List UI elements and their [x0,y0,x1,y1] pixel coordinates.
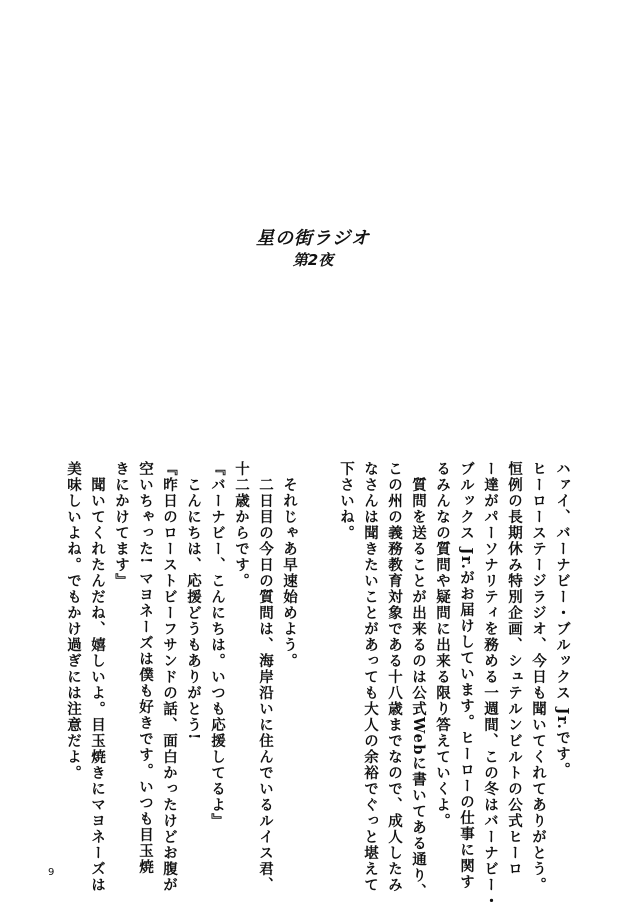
text-line: ブルックス Jr.がお届けしています。ヒーローの仕事に関す [458,461,475,891]
text-line: 空いちゃった! マヨネーズは僕も好きです。いつも目玉焼 [137,461,154,876]
page-number: 9 [48,867,55,878]
text-line: 十二歳からです。 [233,461,250,589]
text-line: ハァイ、バーナビー・ブルックス Jr.です。 [554,461,571,779]
text-line: 二日目の今日の質問は、海岸沿いに住んでいるルイス君、 [257,461,274,893]
text-line: 『バーナビー、こんにちは。いつも応援してるよ』 [209,461,226,829]
text-line: るみんなの質問や疑問に出来る限り答えていくよ。 [434,461,451,829]
text-line: 『昨日のローストビーフサンドの話、面白かったけどお腹が [161,461,178,893]
text-line: きにかけてます』 [113,461,130,589]
text-line: 聞いてくれたんだね、嬉しいよ。目玉焼きにマヨネーズは [89,461,106,893]
text-line: 下さいね。 [338,461,355,541]
text-line: 恒例の長期休み特別企画、シュテルンビルトの公式ヒーロ [506,461,523,877]
text-line: この州の義務教育対象である十八歳までなので、成人したみ [386,461,403,893]
text-line: なさんは聞きたいことがあっても大人の余裕でぐっと堪えて [362,461,379,893]
text-line: それじゃあ早速始めよう。 [281,461,298,669]
chapter-subtitle: 第2夜 [292,251,334,269]
text-line: ー達がパーソナリティを務める一週間、この冬はバーナビー・ [482,461,499,909]
text-line: こんにちは、応援どうもありがとう! [185,461,202,741]
chapter-heading [0,228,626,270]
chapter-title: 星の街ラジオ [256,228,370,249]
text-line: ヒーローステージラジオ、今日も聞いてくれてありがとう。 [530,461,547,893]
text-line: 質問を送ることが出来るのは公式Webに書いてある通り、 [410,461,427,900]
text-line: 美味しいよね。でもかけ過ぎには注意だよ。 [65,461,82,781]
